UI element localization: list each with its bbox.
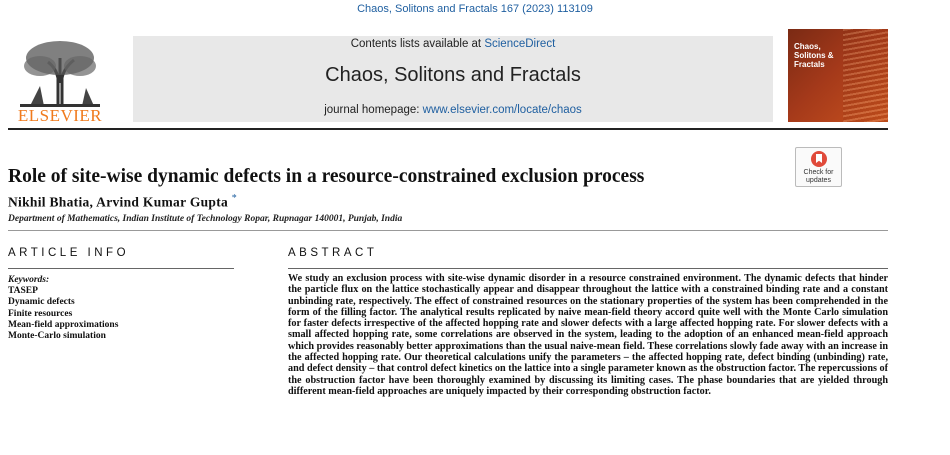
abstract-divider: [288, 268, 888, 269]
bookmark-icon: [811, 151, 827, 167]
affiliation-divider: [8, 230, 888, 231]
journal-title: Chaos, Solitons and Fractals: [325, 64, 581, 86]
keyword-item: Finite resources: [8, 308, 73, 319]
keywords-label: Keywords:: [8, 275, 50, 285]
cover-title: Chaos, Solitons & Fractals: [794, 42, 834, 69]
check-for-updates-button[interactable]: [795, 147, 842, 187]
homepage-prefix: journal homepage:: [324, 104, 423, 116]
authors-text[interactable]: Nikhil Bhatia, Arvind Kumar Gupta: [8, 194, 229, 210]
keyword-item: Dynamic defects: [8, 297, 75, 308]
article-info-heading: ARTICLE INFO: [8, 247, 130, 259]
article-title: Role of site-wise dynamic defects in a resource-constrained exclusion process: [8, 166, 645, 187]
affiliation: Department of Mathematics, Indian Institute of Technology Ropar, Rupnagar 140001, Punjab, India: [8, 214, 403, 224]
corresponding-author-mark[interactable]: *: [231, 193, 238, 204]
keyword-item: Monte-Carlo simulation: [8, 331, 106, 342]
journal-cover[interactable]: [788, 29, 888, 122]
author-list: [8, 193, 237, 211]
contents-line: [133, 38, 773, 50]
article-info-divider: [8, 268, 234, 269]
keyword-item: Mean-field approximations: [8, 319, 119, 330]
header-divider: [8, 128, 888, 130]
publisher-name: ELSEVIER: [17, 106, 103, 125]
elsevier-tree-logo-icon: [10, 38, 110, 108]
homepage-link[interactable]: www.elsevier.com/locate/chaos: [422, 104, 582, 116]
journal-citation[interactable]: Chaos, Solitons and Fractals 167 (2023) 113109: [357, 3, 593, 15]
contents-prefix: Contents lists available at: [350, 38, 485, 50]
homepage-line: [133, 104, 773, 116]
abstract-text: We study an exclusion process with site-wise dynamic disorder in a resource constrained environment. The dynamic defects that hinder the particle flux on the lattice stochastically appear and disappear throughout the lattice with a constrained binding rate and a constant unbinding rate, respectively. The effect of constrained resources on the stationary properties of the system has been comprehended in the form of the filling factor. The analytical results replicated by naive mean-field theory accord quite well with the Monte Carlo simulation for faster defects irrespective of the affected hopping rate and slower defects with a large affected hopping rate. For slower defects with a small affected hopping rate, some correlations are observed in the system, leading to the adoption of an enhanced mean-field approach which provides reasonably better approximations than the usual naive-mean field. These correlations slowly fade away with an increase in the affected hopping rate. Our theoretical calculations unify the parameters – the affected hopping rate, defect binding (unbinding) rate, and defect density – that control defect kinetics on the lattice into a single parameter known as the obstruction factor. The repercussions of the obstruction factor have been thoroughly examined by discussing its limiting cases. The phase boundaries that are yielded through different mean-field approaches are uniquely impacted by their corresponding obstruction factor.: [288, 273, 888, 397]
check-updates-label: Check for updates: [803, 169, 834, 184]
abstract-heading: ABSTRACT: [288, 247, 378, 259]
sciencedirect-link[interactable]: ScienceDirect: [484, 38, 556, 50]
keyword-list: [8, 286, 118, 342]
keyword-item: TASEP: [8, 286, 38, 296]
